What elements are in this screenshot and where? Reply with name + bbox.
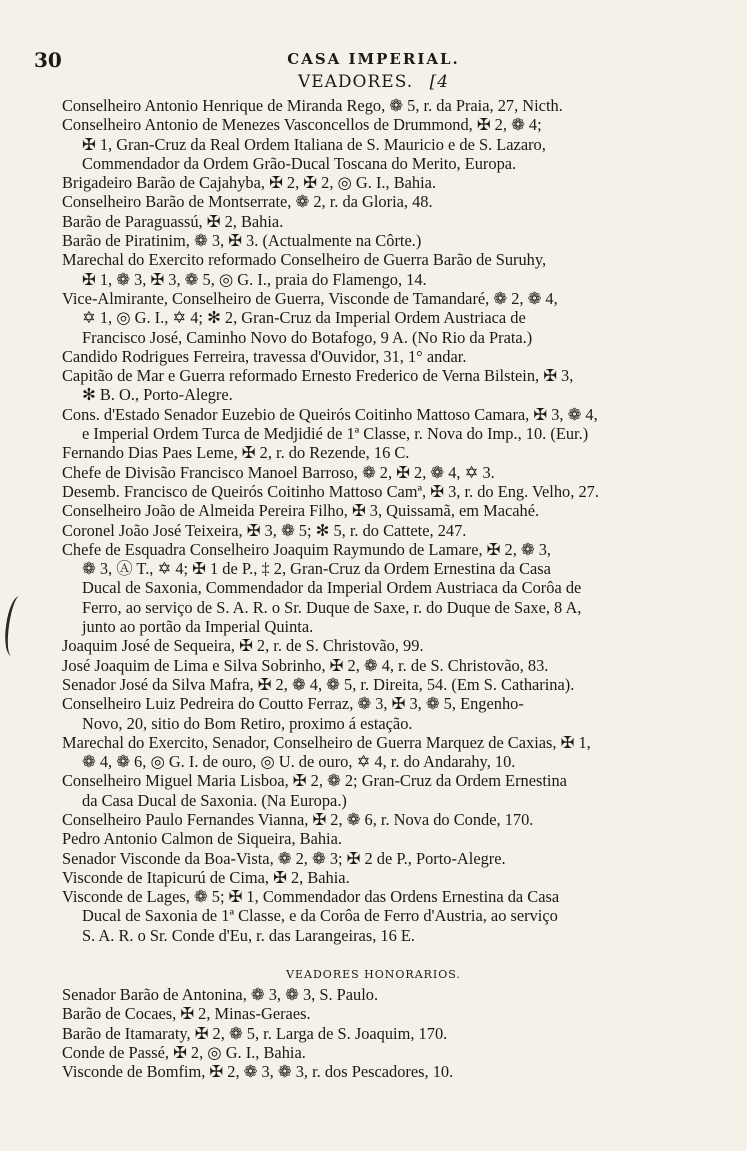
entry-line: Marechal do Exercito reformado Conselheiro de Guerra Barão de Suruhy, (62, 250, 547, 270)
list-entry (0, 115, 747, 173)
handwritten-page-mark: [4 (429, 72, 450, 92)
entry-line: Senador Visconde da Boa-Vista, ❁ 2, ❁ 3; ✠ 2 de P., Porto-Alegre. (62, 848, 506, 868)
list-entry (0, 192, 747, 211)
list-entry (0, 849, 747, 868)
section-title (0, 72, 747, 92)
entry-continuation-line: e Imperial Ordem Turca de Medjidié de 1ª Classe, r. Nova do Imp., 10. (Eur.) (82, 424, 589, 444)
list-entry (0, 656, 747, 675)
list-entry (0, 868, 747, 887)
list-entry (0, 231, 747, 250)
entry-continuation-line: Ferro, ao serviço de S. A. R. o Sr. Duque de Saxe, r. do Duque de Saxe, 8 A, (82, 597, 582, 617)
entry-continuation-line: Ducal de Saxonia, Commendador da Imperial Ordem Austriaca da Corôa de (82, 578, 582, 598)
entry-line: Conselheiro Antonio Henrique de Miranda Rego, ❁ 5, r. da Praia, 27, Nicth. (62, 96, 563, 115)
entry-line: Barão de Itamaraty, ✠ 2, ❁ 5, r. Larga de S. Joaquim, 170. (62, 1023, 448, 1043)
entry-line: Coronel João José Teixeira, ✠ 3, ❁ 5; ✻ 5, r. do Cattete, 247. (62, 520, 467, 540)
list-entry (0, 96, 747, 115)
list-entry (0, 675, 747, 694)
entry-line: Barão de Paraguassú, ✠ 2, Bahia. (62, 211, 284, 231)
entry-line: Conde de Passé, ✠ 2, ◎ G. I., Bahia. (62, 1042, 306, 1062)
list-entry (0, 347, 747, 366)
list-entry (0, 1024, 747, 1043)
list-entry (0, 212, 747, 231)
entry-continuation-line: ✠ 1, ❁ 3, ✠ 3, ❁ 5, ◎ G. I., praia do Flamengo, 14. (82, 269, 427, 289)
entry-continuation-line: ❁ 4, ❁ 6, ◎ G. I. de ouro, ◎ U. de ouro, ✡ 4, r. do Andarahy, 10. (82, 752, 516, 772)
list-entry (0, 443, 747, 462)
list-entry (0, 810, 747, 829)
entry-line: Chefe de Divisão Francisco Manoel Barroso, ❁ 2, ✠ 2, ❁ 4, ✡ 3. (62, 462, 495, 482)
list-entry (0, 521, 747, 540)
entry-line: Visconde de Lages, ❁ 5; ✠ 1, Commendador das Ordens Ernestina da Casa (62, 887, 560, 907)
entry-line: Marechal do Exercito, Senador, Conselheiro de Guerra Marquez de Caxias, ✠ 1, (62, 732, 591, 752)
page-number: 30 (34, 48, 62, 72)
entry-line: Conselheiro Paulo Fernandes Vianna, ✠ 2, ❁ 6, r. Nova do Conde, 170. (62, 809, 534, 829)
entry-line: Conselheiro Miguel Maria Lisboa, ✠ 2, ❁ 2; Gran-Cruz da Ordem Ernestina (62, 771, 567, 791)
list-entry (0, 636, 747, 655)
entry-line: Visconde de Itapicurú de Cima, ✠ 2, Bahia. (62, 867, 350, 887)
list-entry (0, 463, 747, 482)
list-entry (0, 250, 747, 289)
list-entry (0, 1043, 747, 1062)
entry-line: Chefe de Esquadra Conselheiro Joaquim Raymundo de Lamare, ✠ 2, ❁ 3, (62, 539, 552, 559)
entry-continuation-line: ✠ 1, Gran-Cruz da Real Ordem Italiana de S. Mauricio e de S. Lazaro, (82, 134, 546, 154)
list-entry (0, 985, 747, 1004)
list-entry (0, 540, 747, 636)
entry-continuation-line: S. A. R. o Sr. Conde d'Eu, r. das Larangeiras, 16 E. (82, 925, 416, 945)
entry-line: Barão de Piratinim, ❁ 3, ✠ 3. (Actualmente na Côrte.) (62, 231, 422, 251)
entry-line: Candido Rodrigues Ferreira, travessa d'Ouvidor, 31, 1° andar. (62, 346, 467, 366)
veadores-honorarios-list (0, 985, 747, 1081)
list-entry (0, 482, 747, 501)
entry-line: Joaquim José de Sequeira, ✠ 2, r. de S. Christovão, 99. (62, 636, 424, 656)
entry-line: Conselheiro João de Almeida Pereira Filho, ✠ 3, Quissamã, em Macahé. (62, 501, 540, 521)
entry-continuation-line: junto ao portão da Imperial Quinta. (82, 617, 314, 637)
list-entry (0, 405, 747, 444)
list-entry (0, 829, 747, 848)
entry-continuation-line: Novo, 20, sitio do Bom Retiro, proximo á estação. (82, 713, 413, 733)
entry-continuation-line: ❁ 3, Ⓐ T., ✡ 4; ✠ 1 de P., ‡ 2, Gran-Cruz da Ordem Ernestina da Casa (82, 559, 551, 579)
list-entry (0, 289, 747, 347)
section-title-text: VEADORES. (297, 72, 414, 92)
entry-line: Senador José da Silva Mafra, ✠ 2, ❁ 4, ❁ 5, r. Direita, 54. (Em S. Catharina). (62, 674, 575, 694)
entry-line: Vice-Almirante, Conselheiro de Guerra, Visconde de Tamandaré, ❁ 2, ❁ 4, (62, 288, 558, 308)
entry-line: Conselheiro Luiz Pedreira do Coutto Ferraz, ❁ 3, ✠ 3, ❁ 5, Engenho- (62, 694, 524, 714)
entry-line: José Joaquim de Lima e Silva Sobrinho, ✠ 2, ❁ 4, r. de S. Christovão, 83. (62, 655, 549, 675)
entry-line: Senador Barão de Antonina, ❁ 3, ❁ 3, S. Paulo. (62, 985, 379, 1004)
entry-continuation-line: Ducal de Saxonia de 1ª Classe, e da Corôa de Ferro d'Austria, ao serviço (82, 906, 558, 926)
honorary-heading: VEADORES HONORARIOS. (286, 968, 461, 981)
entry-continuation-line: Commendador da Ordem Grão-Ducal Toscana do Merito, Europa. (82, 153, 517, 173)
entry-continuation-line: ✻ B. O., Porto-Alegre. (82, 385, 233, 405)
list-entry (0, 1004, 747, 1023)
entry-line: Capitão de Mar e Guerra reformado Ernesto Frederico de Verna Bilstein, ✠ 3, (62, 366, 574, 386)
entry-line: Conselheiro Antonio de Menezes Vasconcellos de Drummond, ✠ 2, ❁ 4; (62, 115, 542, 135)
list-entry (0, 887, 747, 945)
running-head: CASA IMPERIAL. (287, 50, 460, 68)
entry-continuation-line: ✡ 1, ◎ G. I., ✡ 4; ✻ 2, Gran-Cruz da Imperial Ordem Austriaca de (82, 308, 526, 328)
entry-line: Desemb. Francisco de Queirós Coitinho Mattoso Camª, ✠ 3, r. do Eng. Velho, 27. (62, 481, 599, 501)
entry-line: Brigadeiro Barão de Cajahyba, ✠ 2, ✠ 2, ◎ G. I., Bahia. (62, 173, 437, 193)
entry-line: Pedro Antonio Calmon de Siqueira, Bahia. (62, 829, 342, 849)
list-entry (0, 694, 747, 733)
entry-continuation-line: da Casa Ducal de Saxonia. (Na Europa.) (82, 790, 347, 810)
entry-line: Barão de Cocaes, ✠ 2, Minas-Geraes. (62, 1004, 311, 1024)
list-entry (0, 733, 747, 772)
entry-line: Conselheiro Barão de Montserrate, ❁ 2, r. da Gloria, 48. (62, 192, 433, 212)
list-entry (0, 771, 747, 810)
veadores-list (0, 96, 747, 945)
entry-line: Visconde de Bomfim, ✠ 2, ❁ 3, ❁ 3, r. dos Pescadores, 10. (62, 1062, 454, 1082)
list-entry (0, 366, 747, 405)
entry-continuation-line: Francisco José, Caminho Novo do Botafogo, 9 A. (No Rio da Prata.) (82, 327, 533, 347)
list-entry (0, 501, 747, 520)
list-entry (0, 173, 747, 192)
list-entry (0, 1062, 747, 1081)
entry-line: Fernando Dias Paes Leme, ✠ 2, r. do Rezende, 16 C. (62, 443, 410, 463)
entry-line: Cons. d'Estado Senador Euzebio de Queirós Coitinho Mattoso Camara, ✠ 3, ❁ 4, (62, 404, 598, 424)
